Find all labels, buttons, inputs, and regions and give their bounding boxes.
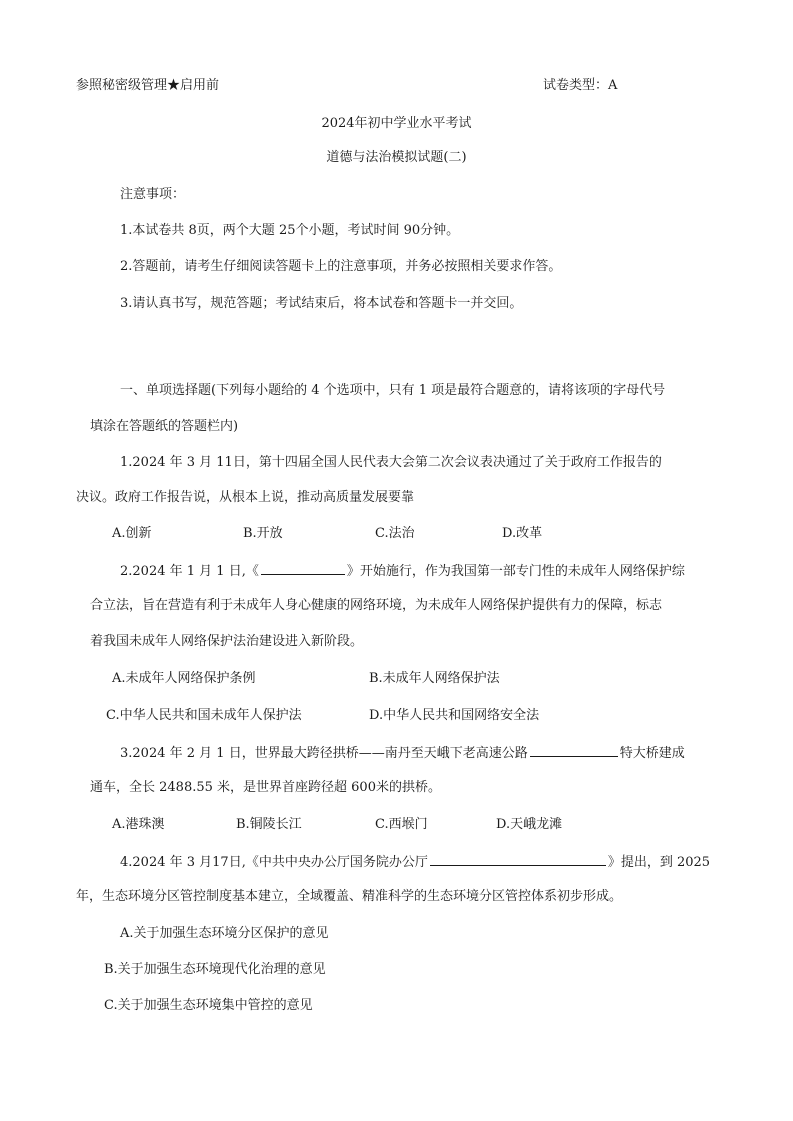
q1-option-b[interactable]: B.开放 xyxy=(243,526,283,541)
exam-subtitle: 道德与法治模拟试题(二) xyxy=(326,150,467,165)
q3-stem-after: 特大桥建成 xyxy=(619,746,685,761)
section-heading-line1: 一、单项选择题(下列每小题给的 4 个选项中，只有 1 项是最符合题意的，请将该项的字母代号 xyxy=(120,383,666,398)
note-item-2: 2.答题前，请考生仔细阅读答题卡上的注意事项，并务必按照相关要求作答。 xyxy=(120,259,562,274)
confidentiality-label: 参照秘密级管理★启用前 xyxy=(76,78,220,93)
q4-answer-blank xyxy=(430,852,606,866)
q2-stem-line2: 合立法，旨在营造有利于未成年人身心健康的网络环境，为未成年人网络保护提供有力的保障，标志 xyxy=(90,598,663,613)
q2-options-row2 xyxy=(0,707,793,725)
q3-stem-line2: 通车，全长 2488.55 米，是世界首座跨径超 600米的拱桥。 xyxy=(90,780,441,795)
note-item-1: 1.本试卷共 8页，两个大题 25个小题，考试时间 90分钟。 xyxy=(120,223,460,238)
q2-stem-before: 2.2024 年 1 月 1 日,《 xyxy=(120,564,259,579)
q1-option-c[interactable]: C.法治 xyxy=(375,526,415,541)
q3-option-d[interactable]: D.天峨龙滩 xyxy=(496,817,563,832)
q1-stem-line2: 决议。政府工作报告说，从根本上说，推动高质量发展要靠 xyxy=(76,490,415,505)
q2-option-a[interactable]: A.未成年人网络保护条例 xyxy=(112,671,256,686)
q2-stem-line1 xyxy=(120,561,685,581)
q4-stem-before: 4.2024 年 3 月17日,《中共中央办公厅国务院办公厅 xyxy=(120,855,428,870)
note-item-3: 3.请认真书写，规范答题；考试结束后，将本试卷和答题卡一并交回。 xyxy=(120,296,523,311)
paper-type-label: 试卷类型：A xyxy=(543,78,618,93)
q3-option-b[interactable]: B.铜陵长江 xyxy=(236,817,302,832)
q2-option-d[interactable]: D.中华人民共和国网络安全法 xyxy=(369,708,540,723)
q2-option-c[interactable]: C.中华人民共和国未成年人保护法 xyxy=(106,708,302,723)
notes-heading: 注意事项： xyxy=(120,187,186,202)
q4-stem-line2: 年，生态环境分区管控制度基本建立，全域覆盖、精准科学的生态环境分区管控体系初步形成。 xyxy=(76,889,623,904)
q3-option-c[interactable]: C.西堠门 xyxy=(375,817,428,832)
section-heading-line2: 填涂在答题纸的答题栏内) xyxy=(90,419,239,434)
q3-options xyxy=(0,816,793,834)
q1-stem-line1: 1.2024 年 3 月 11日，第十四届全国人民代表大会第二次会议表决通过了关于政府工作报告的 xyxy=(120,455,662,470)
q2-stem-after: 》开始施行，作为我国第一部专门性的未成年人网络保护综 xyxy=(346,564,685,579)
q2-answer-blank xyxy=(261,561,345,575)
q4-stem-line1 xyxy=(120,852,710,872)
q4-stem-after: 》提出，到 2025 xyxy=(607,855,711,870)
q2-option-b[interactable]: B.未成年人网络保护法 xyxy=(369,671,500,686)
q3-option-a[interactable]: A.港珠澳 xyxy=(112,817,165,832)
q1-options xyxy=(0,525,793,543)
q3-stem-before: 3.2024 年 2 月 1 日，世界最大跨径拱桥——南丹至天峨下老高速公路 xyxy=(120,746,528,761)
q3-stem-line1 xyxy=(120,743,685,763)
exam-title: 2024年初中学业水平考试 xyxy=(321,116,472,131)
q2-stem-line3: 着我国未成年人网络保护法治建设进入新阶段。 xyxy=(90,634,364,649)
q4-option-a[interactable]: A.关于加强生态环境分区保护的意见 xyxy=(120,926,329,941)
q1-option-a[interactable]: A.创新 xyxy=(112,526,152,541)
q4-option-b[interactable]: B.关于加强生态环境现代化治理的意见 xyxy=(104,962,326,977)
q4-option-c[interactable]: C.关于加强生态环境集中管控的意见 xyxy=(104,998,313,1013)
q3-answer-blank xyxy=(530,743,618,757)
q1-option-d[interactable]: D.改革 xyxy=(502,526,543,541)
q2-options-row1 xyxy=(0,670,793,688)
